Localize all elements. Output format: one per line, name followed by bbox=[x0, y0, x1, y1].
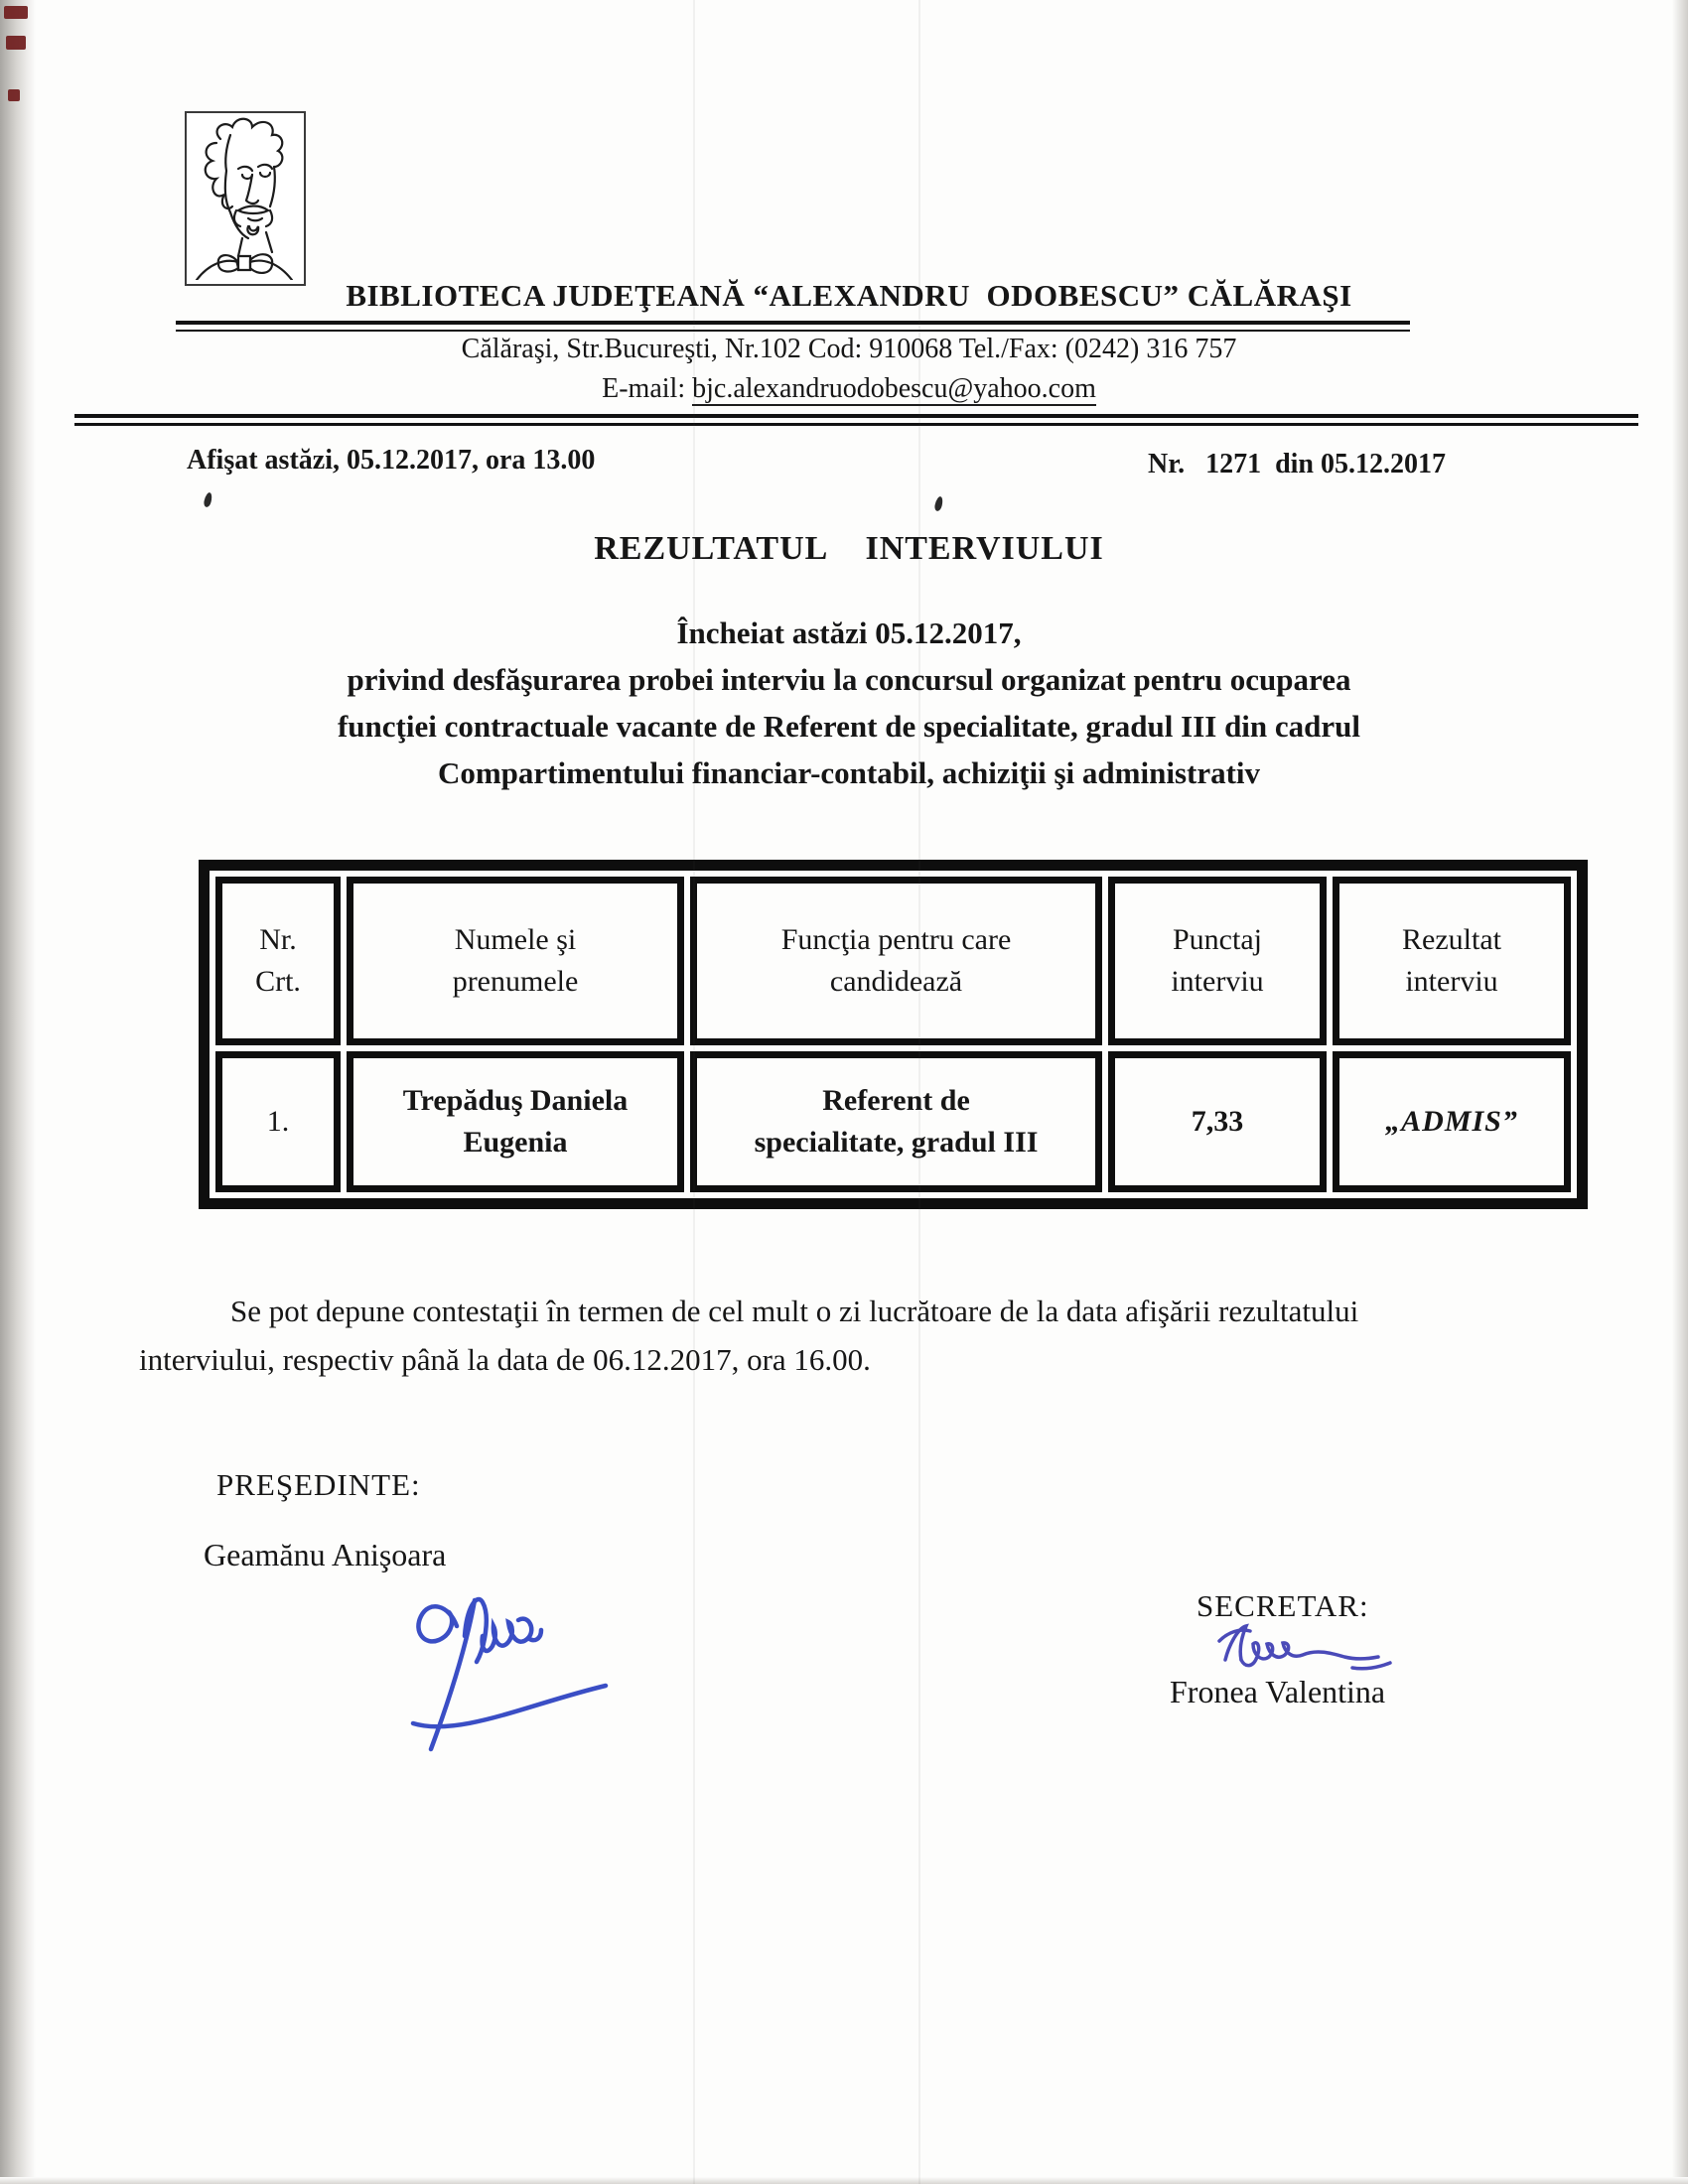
col-header-result bbox=[1333, 877, 1571, 1045]
results-table bbox=[199, 860, 1588, 1209]
scan-red-mark bbox=[4, 6, 28, 19]
cell-line: specialitate, gradul III bbox=[754, 1126, 1039, 1159]
document-number-line: Nr. 1271 din 05.12.2017 bbox=[1148, 449, 1447, 479]
header-line: Rezultat bbox=[1402, 923, 1501, 956]
organization-name: BIBLIOTECA JUDEŢEANĂ “ALEXANDRU ODOBESCU” CĂLĂRAŞI bbox=[346, 278, 1352, 313]
cell-line: Referent de bbox=[822, 1084, 970, 1117]
col-header-position bbox=[690, 877, 1102, 1045]
secretary-signature bbox=[1211, 1616, 1402, 1695]
posted-date-line: Afişat astăzi, 05.12.2017, ora 13.00 bbox=[187, 445, 596, 476]
full-width-double-rule bbox=[74, 414, 1638, 426]
scan-red-mark bbox=[6, 36, 26, 50]
scan-edge-shadow-left bbox=[0, 0, 36, 2184]
contestation-paragraph: Se pot depune contestaţii în termen de cel mult o zi lucrătoare de la data afişării rezultatului interviului, respectiv până la data de 06.12.2017, ora 16.00. bbox=[139, 1294, 1359, 1377]
header-line: Nr. bbox=[259, 923, 297, 956]
results-table-wrapper bbox=[199, 860, 1588, 1209]
secretary-signature-icon bbox=[1211, 1616, 1402, 1690]
intro-paragraph bbox=[149, 610, 1549, 796]
scan-edge-shadow-bottom bbox=[0, 2177, 1688, 2184]
scan-crease-line bbox=[693, 0, 695, 2184]
president-name: Geamănu Anişoara bbox=[204, 1537, 447, 1572]
header-line: interviu bbox=[1171, 965, 1264, 998]
intro-line: Compartimentului financiar-contabil, achiziţii şi administrativ bbox=[437, 755, 1261, 790]
president-signature bbox=[379, 1574, 613, 1768]
col-header-nr-crt bbox=[215, 877, 341, 1045]
organization-address: Călăraşi, Str.Bucureşti, Nr.102 Cod: 910068 Tel./Fax: (0242) 316 757 bbox=[461, 334, 1237, 364]
header-double-rule bbox=[176, 321, 1410, 332]
header-line: Numele şi bbox=[454, 923, 577, 956]
intro-line: privind desfăşurarea probei interviu la concursul organizat pentru ocuparea bbox=[347, 662, 1351, 697]
scan-red-mark bbox=[8, 89, 20, 101]
table-row bbox=[215, 1051, 1571, 1192]
cell-line: Trepăduş Daniela bbox=[402, 1084, 629, 1117]
header-line: Funcţia pentru care bbox=[780, 923, 1012, 956]
stray-ink-mark bbox=[203, 491, 212, 507]
scan-edge-shadow-right bbox=[1672, 0, 1688, 2184]
cell-line: Eugenia bbox=[463, 1126, 568, 1159]
cell-nr: 1. bbox=[215, 1051, 341, 1192]
secretary-name: Fronea Valentina bbox=[1170, 1674, 1386, 1709]
header-line: interviu bbox=[1405, 965, 1498, 998]
intro-line: funcţiei contractuale vacante de Referent de specialitate, gradul III din cadrul bbox=[337, 709, 1361, 744]
header-line: candidează bbox=[829, 965, 963, 998]
president-signature-icon bbox=[379, 1574, 613, 1763]
col-header-score bbox=[1108, 877, 1327, 1045]
email-link: bjc.alexandruodobescu@yahoo.com bbox=[692, 373, 1096, 404]
scan-crease-line bbox=[918, 0, 920, 2184]
header-line: Punctaj bbox=[1173, 923, 1262, 956]
library-portrait-logo bbox=[185, 111, 306, 286]
intro-line: Încheiat astăzi 05.12.2017, bbox=[676, 615, 1022, 650]
president-label: PREŞEDINTE: bbox=[216, 1467, 421, 1502]
header-line: prenumele bbox=[452, 965, 579, 998]
stray-ink-mark bbox=[933, 495, 943, 511]
header-line: Crt. bbox=[255, 965, 301, 998]
table-header-row bbox=[215, 877, 1571, 1045]
document-title: REZULTATUL INTERVIULUI bbox=[594, 530, 1104, 567]
odobescu-portrait-icon bbox=[187, 113, 300, 280]
cell-result: „ADMIS” bbox=[1333, 1051, 1571, 1192]
email-label: E-mail: bbox=[602, 373, 693, 404]
cell-score: 7,33 bbox=[1108, 1051, 1327, 1192]
cell-candidate-name bbox=[347, 1051, 684, 1192]
secretary-label: SECRETAR: bbox=[1196, 1588, 1369, 1623]
col-header-name bbox=[347, 877, 684, 1045]
cell-position bbox=[690, 1051, 1102, 1192]
organization-email-line bbox=[179, 373, 1519, 405]
